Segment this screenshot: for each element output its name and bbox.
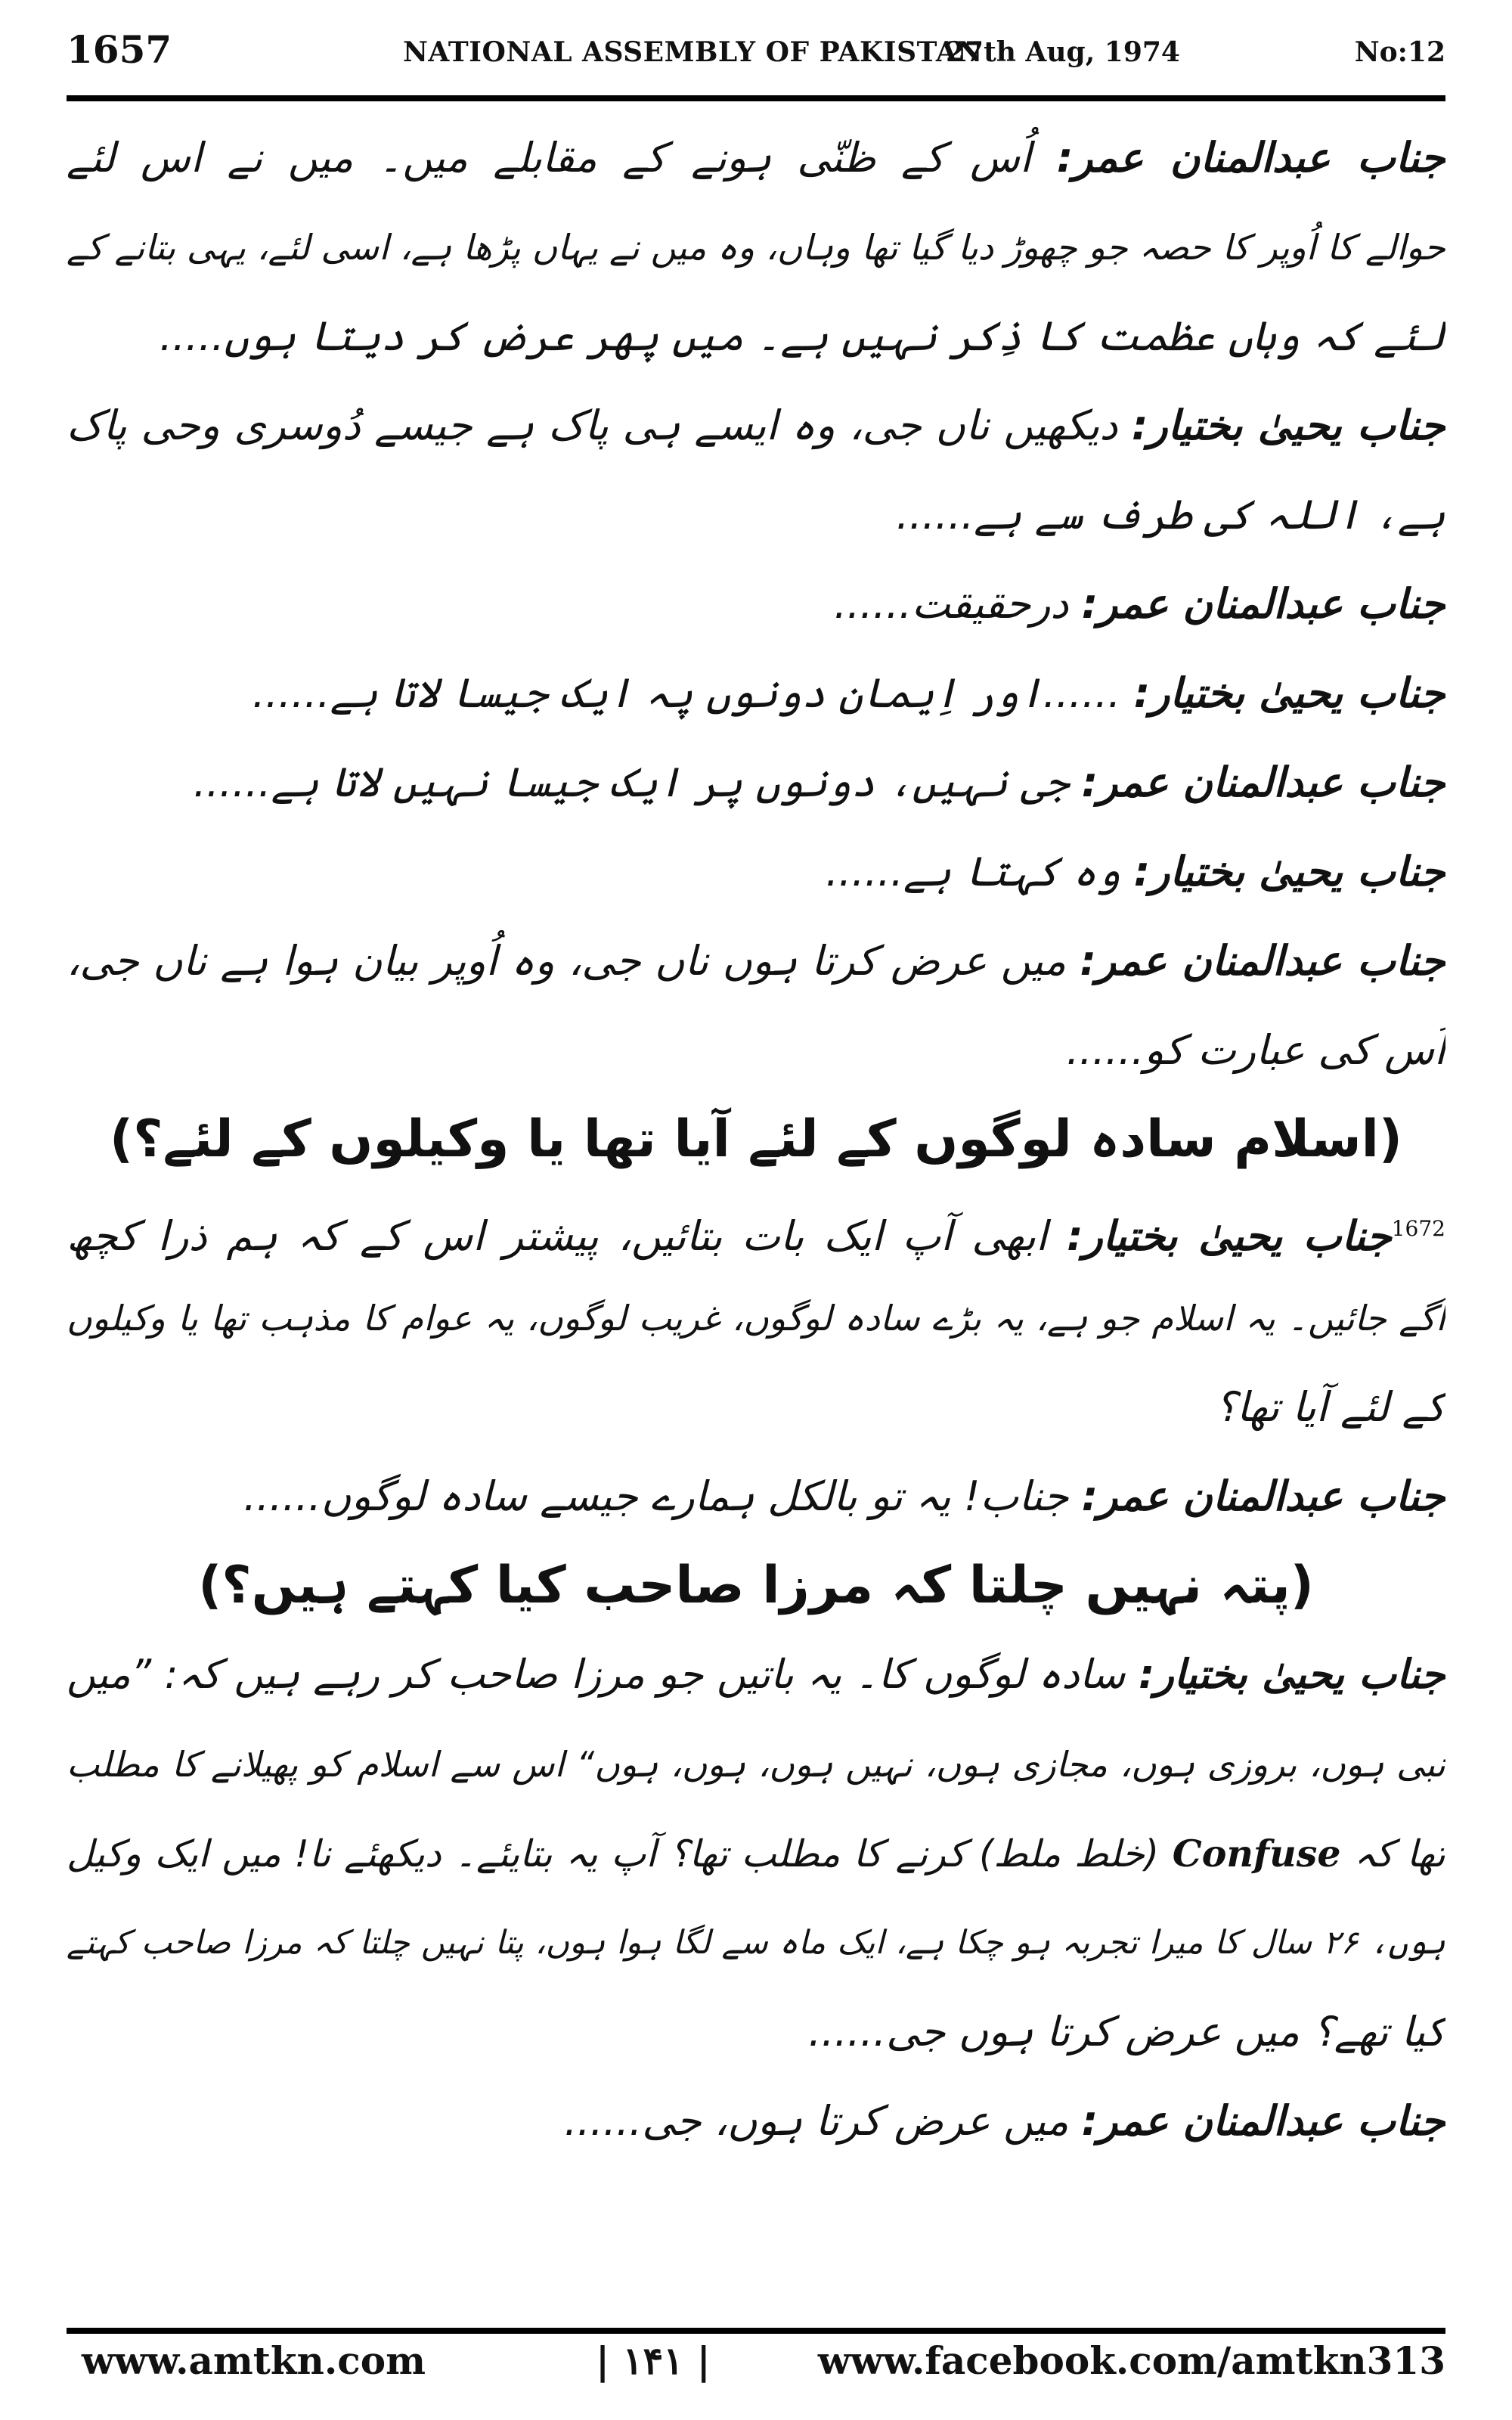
- speaker-label: جناب عبدالمنان عمر:: [1056, 134, 1445, 182]
- speech-text: ہے، اللہ کی طرف سے ہے......: [896, 491, 1445, 538]
- website-link[interactable]: www.amtkn.com: [82, 2338, 426, 2383]
- transcript-line: [67, 2077, 1445, 2166]
- speech-text: ابھی آپ ایک بات بتائیں، پیشتر اس کے کہ ہم ذرا کچھ: [67, 1212, 1048, 1260]
- header-rule: [67, 95, 1445, 101]
- transcript-line: [67, 1898, 1445, 1987]
- transcript-line: [67, 203, 1445, 292]
- page-header: [67, 27, 1445, 73]
- speech-text: کیا تھے؟ میں عرض کرتا ہوں جی......: [808, 2008, 1445, 2055]
- speech-text: جی نہیں، دونوں پر ایک جیسا نہیں لاتا ہے......: [193, 759, 1069, 806]
- transcript-line: [67, 1363, 1445, 1452]
- speaker-label: جناب یحییٰ بختیار:: [1133, 669, 1445, 717]
- speaker-label: جناب عبدالمنان عمر:: [1080, 937, 1445, 985]
- transcript-line: [67, 1452, 1445, 1541]
- speech-text: (خلط ملط) کرنے کا مطلب تھا؟ آپ یہ بتایئے۔ دیکھئے نا! میں ایک وکیل: [67, 1832, 1160, 1876]
- header-title: NATIONAL ASSEMBLY OF PAKISTAN: [403, 36, 983, 68]
- speech-text: میں عرض کرتا ہوں ناں جی، وہ اُوپر بیان ہوا ہے ناں جی،: [67, 937, 1067, 985]
- speech-text: آگے جائیں۔ یہ اسلام جو ہے، یہ بڑے سادہ لوگوں، غریب لوگوں، یہ عوام کا مذہب تھا یا وکیلوں: [67, 1298, 1445, 1339]
- speaker-label: جناب یحییٰ بختیار:: [1066, 1212, 1392, 1260]
- speaker-label: جناب یحییٰ بختیار:: [1131, 402, 1445, 449]
- transcript-line: [67, 917, 1445, 1006]
- transcript-line: [67, 381, 1445, 470]
- speech-text: دیکھیں ناں جی، وہ ایسے ہی پاک ہے جیسے دُوسری وحی پاک: [67, 402, 1118, 449]
- speech-text: حوالے کا اُوپر کا حصہ جو چھوڑ دیا گیا تھا وہاں، وہ میں نے یہاں پڑھا ہے، اسی لئے، یہی بتانے کے: [67, 227, 1445, 268]
- transcript-line: [67, 1987, 1445, 2077]
- transcript-line: [67, 738, 1445, 827]
- transcript-line: [67, 560, 1445, 649]
- header-date: 27th Aug, 1974: [946, 36, 1180, 68]
- reference-number: 1672: [1391, 1216, 1445, 1241]
- facebook-link[interactable]: www.facebook.com/amtkn313: [817, 2338, 1445, 2383]
- transcript-line: [67, 1720, 1445, 1809]
- transcript-line: [67, 1006, 1445, 1095]
- english-term: Confuse: [1172, 1832, 1341, 1876]
- speaker-label: جناب یحییٰ بختیار:: [1138, 1652, 1445, 1698]
- speaker-label: جناب عبدالمنان عمر:: [1081, 759, 1445, 806]
- speech-text: سادہ لوگوں کا۔ یہ باتیں جو مرزا صاحب کر رہے ہیں کہ: ”میں: [67, 1652, 1126, 1698]
- transcript-line: [67, 1274, 1445, 1363]
- page-footer: [67, 2338, 1445, 2399]
- speech-text: ہوں، ۲۶ سال کا میرا تجربہ ہو چکا ہے، ایک ماہ سے لگا ہوا ہوں، پتا نہیں چلتا کہ مرزا صاحب کہتے: [67, 1924, 1445, 1962]
- speech-text: ......اور اِیمان دونوں پہ ایک جیسا لاتا ہے......: [252, 669, 1121, 717]
- speech-text: اُس کے ظنّی ہونے کے مقابلے میں۔ میں نے اس لئے: [67, 134, 1032, 182]
- transcript-line: [67, 1184, 1445, 1274]
- transcript-line: [67, 470, 1445, 560]
- header-issue-number: No:12: [1354, 36, 1445, 68]
- transcript-line: [67, 113, 1445, 203]
- transcript-body: [67, 113, 1445, 2166]
- speech-text: تھا کہ: [1354, 1832, 1445, 1876]
- transcript-line: [67, 1630, 1445, 1720]
- speech-text: کے لئے آیا تھا؟: [1215, 1383, 1445, 1431]
- transcript-line: [67, 827, 1445, 917]
- speech-text: وہ کہتا ہے......: [826, 848, 1121, 895]
- speaker-label: جناب عبدالمنان عمر:: [1081, 580, 1445, 628]
- section-heading: (پتہ نہیں چلتا کہ مرزا صاحب کیا کہتے ہیں؟): [198, 1556, 1314, 1615]
- section-heading: (اسلام سادہ لوگوں کے لئے آیا تھا یا وکیلوں کے لئے؟): [110, 1109, 1402, 1169]
- speaker-label: جناب عبدالمنان عمر:: [1081, 2097, 1445, 2145]
- speech-text: میں عرض کرتا ہوں، جی......: [564, 2097, 1069, 2145]
- speech-text: لئے کہ وہاں عظمت کا ذِکر نہیں ہے۔ میں پھر عرض کر دیتا ہوں.....: [159, 312, 1445, 360]
- footer-rule: [67, 2328, 1445, 2334]
- speech-text: درحقیقت......: [834, 580, 1069, 628]
- transcript-line: [67, 1809, 1445, 1898]
- speech-text: جناب! یہ تو بالکل ہمارے جیسے سادہ لوگوں......: [243, 1472, 1069, 1520]
- speech-text: نبی ہوں، بروزی ہوں، مجازی ہوں، نہیں ہوں، ہوں، ہوں“ اس سے اسلام کو پھیلانے کا مطلب: [67, 1744, 1445, 1785]
- speaker-label: جناب عبدالمنان عمر:: [1081, 1472, 1445, 1520]
- footer-page-marker: | ۱۴۱ |: [596, 2338, 711, 2383]
- transcript-line: [67, 292, 1445, 381]
- speaker-label: جناب یحییٰ بختیار:: [1133, 848, 1445, 895]
- transcript-line: [67, 649, 1445, 738]
- speech-text: اُس کی عبارت کو......: [1066, 1026, 1445, 1074]
- page-number: 1657: [67, 27, 172, 72]
